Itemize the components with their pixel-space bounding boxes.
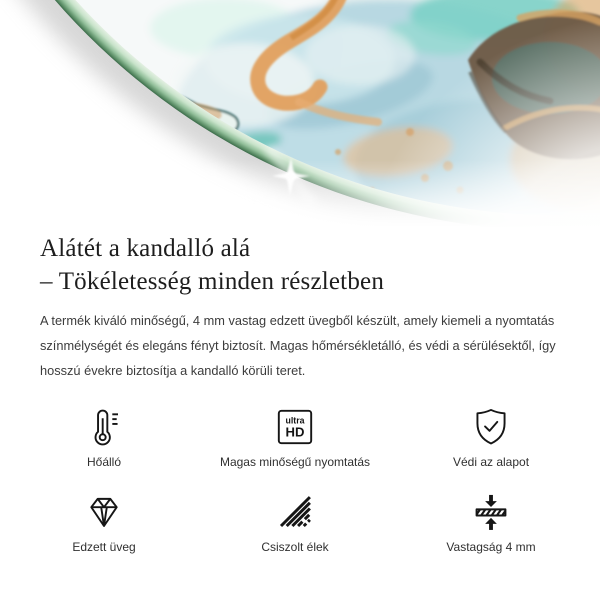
feature-tempered-glass	[40, 491, 168, 554]
feature-label: Magas minőségű nyomtatás	[219, 455, 371, 469]
feature-label: Csiszolt élek	[261, 540, 329, 554]
ultra-hd-icon	[274, 406, 316, 448]
page-title-line1: Alátét a kandalló alá	[40, 235, 251, 262]
feature-label: Edzett üveg	[72, 540, 136, 554]
feature-grid	[40, 406, 560, 554]
feature-heat-resistant	[40, 406, 168, 469]
shield-check-icon	[470, 406, 512, 448]
feature-label: Vastagság 4 mm	[446, 540, 536, 554]
product-description: A termék kiváló minőségű, 4 mm vastag edzett üvegből készült, amely kiemeli a nyomtatás színmélységét és elegáns fényt biztosít. Magas hőmérsékletálló, és védi a sérülésektől, így hosszú évekre biztosítja a kandalló körüli teret.	[40, 313, 556, 378]
page-title	[40, 232, 560, 298]
feature-protects-base	[422, 406, 560, 469]
feature-label: Hőálló	[86, 455, 122, 469]
ultra-hd-badge-bottom: HD	[285, 424, 305, 440]
glass-disc-image	[0, 0, 600, 232]
product-photo	[0, 0, 600, 232]
thickness-icon	[470, 491, 512, 533]
feature-thickness	[422, 491, 560, 554]
diamond-icon	[83, 491, 125, 533]
page-title-line2: – Tökéletesség minden részletben	[40, 268, 385, 295]
thermometer-icon	[83, 406, 125, 448]
beveled-edge-icon	[274, 491, 316, 533]
feature-label: Védi az alapot	[452, 455, 530, 469]
ultra-hd-badge-top: ultra	[285, 415, 305, 426]
feature-print-quality	[168, 406, 422, 469]
bottom-fade	[0, 0, 600, 232]
feature-polished-edges	[168, 491, 422, 554]
